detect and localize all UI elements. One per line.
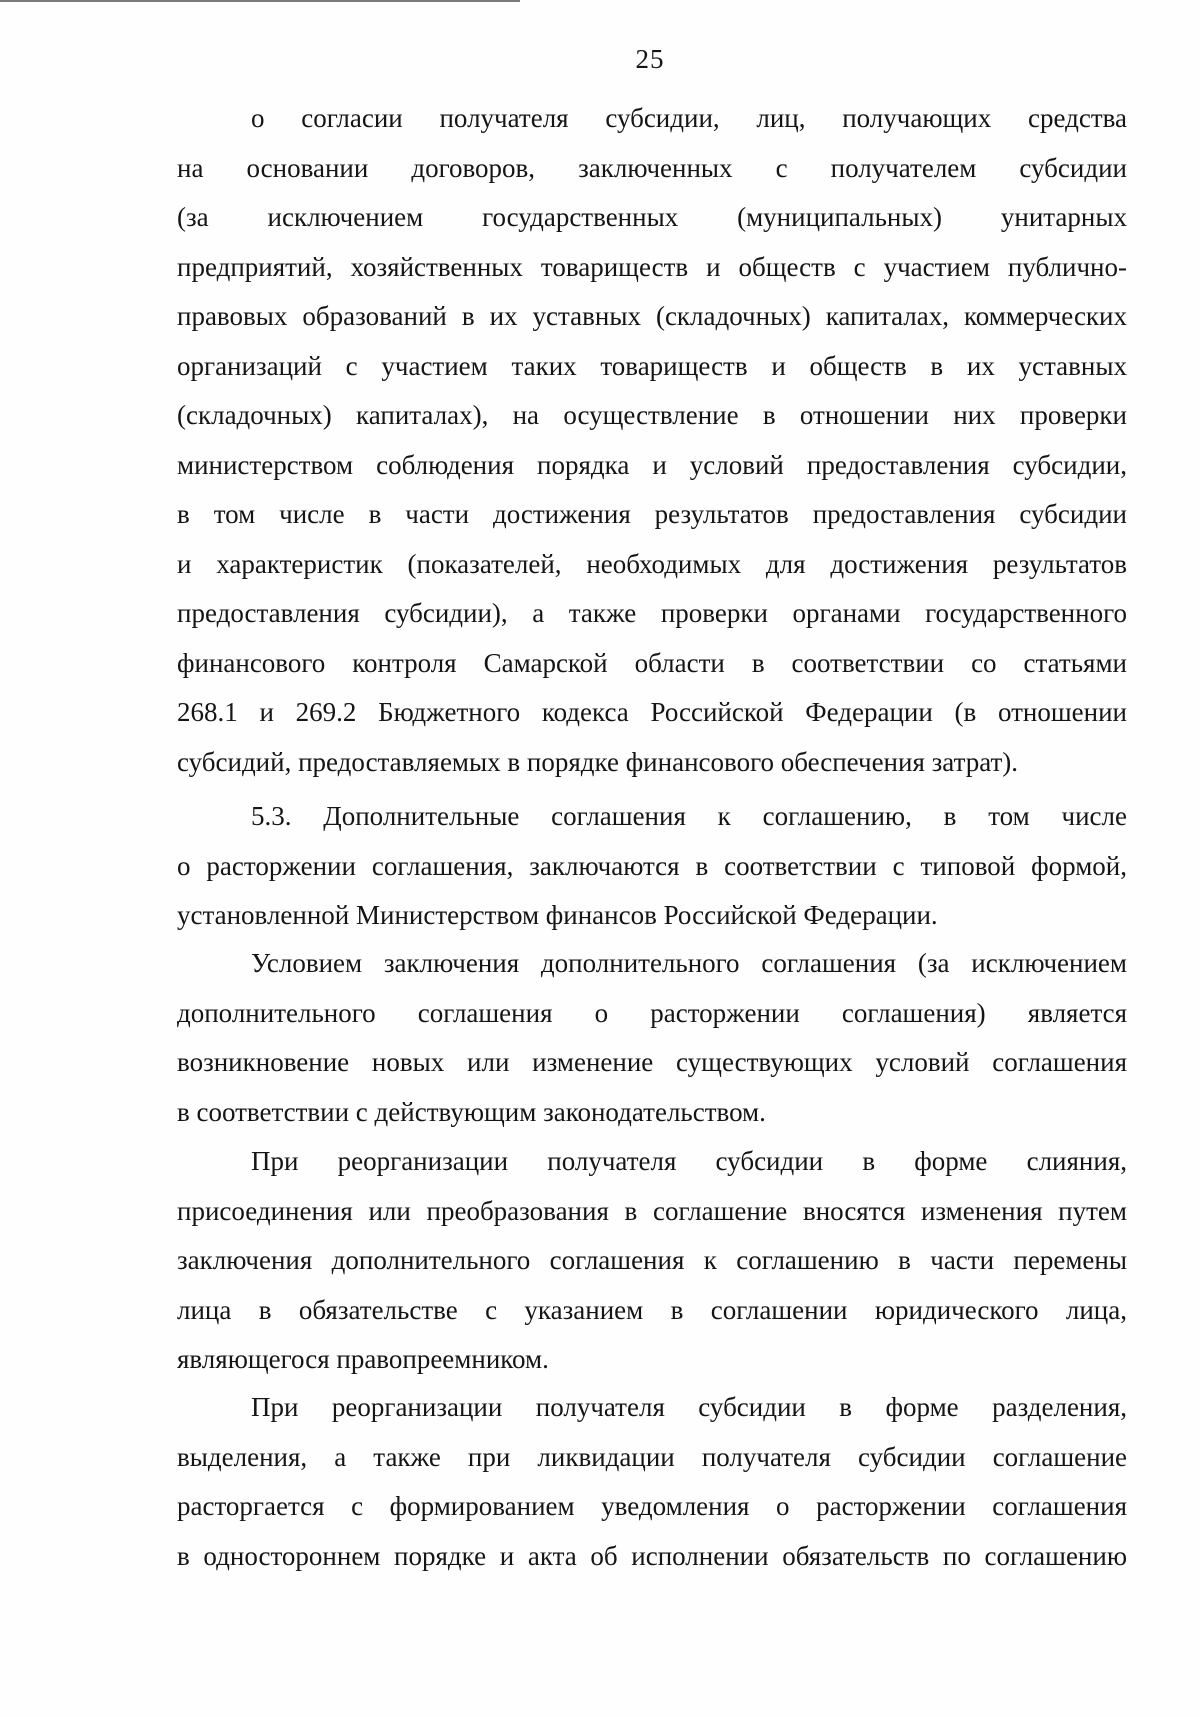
text-line: (складочных) капиталах), на осуществление в отношении них проверки: [177, 400, 1127, 430]
paragraph-5: [177, 1383, 1127, 1581]
text-line: возникновение новых или изменение существующих условий соглашения: [177, 1047, 1127, 1077]
text-line: При реорганизации получателя субсидии в форме слияния,: [251, 1146, 1127, 1176]
text-line: расторгается с формированием уведомления о расторжении соглашения: [177, 1491, 1127, 1521]
text-line: правовых образований в их уставных (складочных) капиталах, коммерческих: [177, 301, 1127, 331]
page-number: 25: [635, 44, 665, 74]
text-line: установленной Министерством финансов Российской Федерации.: [177, 900, 938, 930]
text-line: о согласии получателя субсидии, лиц, получающих средства: [251, 103, 1127, 133]
text-line: финансового контроля Самарской области в соответствии со статьями: [177, 647, 1127, 678]
text-line: являющегося правопреемником.: [177, 1344, 549, 1374]
paragraph-4: [177, 1137, 1127, 1385]
text-line: министерством соблюдения порядка и условий предоставления субсидии,: [177, 449, 1127, 480]
text-line: в том числе в части достижения результатов предоставления субсидии: [177, 499, 1127, 529]
text-line: дополнительного соглашения о расторжении соглашения) является: [177, 997, 1127, 1028]
text-line: выделения, а также при ликвидации получателя субсидии соглашение: [177, 1441, 1127, 1472]
paragraph-5-3: [177, 792, 1127, 941]
text-line: в одностороннем порядке и акта об исполнении обязательств по соглашению: [177, 1540, 1127, 1571]
text-line: 5.3. Дополнительные соглашения к соглашению, в том числе: [251, 801, 1127, 831]
text-line: (за исключением государственных (муниципальных) унитарных: [177, 202, 1127, 232]
paragraph-1: [177, 94, 1127, 787]
text-line: При реорганизации получателя субсидии в форме разделения,: [251, 1392, 1127, 1422]
text-line: 268.1 и 269.2 Бюджетного кодекса Российской Федерации (в отношении: [177, 697, 1127, 727]
paragraph-3: [177, 939, 1127, 1137]
text-line: на основании договоров, заключенных с получателем субсидии: [177, 152, 1127, 183]
scan-edge-line: [0, 0, 520, 2]
text-line: о расторжении соглашения, заключаются в соответствии с типовой формой,: [177, 850, 1127, 881]
text-line: предоставления субсидии), а также проверки органами государственного: [177, 598, 1127, 628]
text-line: и характеристик (показателей, необходимых для достижения результатов: [177, 548, 1127, 579]
text-line: в соответствии с действующим законодательством.: [177, 1096, 766, 1127]
text-line: лица в обязательстве с указанием в соглашении юридического лица,: [177, 1294, 1127, 1325]
text-line: организаций с участием таких товариществ и обществ в их уставных: [177, 350, 1127, 381]
text-line: Условием заключения дополнительного соглашения (за исключением: [251, 948, 1127, 978]
text-line: присоединения или преобразования в соглашение вносятся изменения путем: [177, 1195, 1127, 1226]
text-line: заключения дополнительного соглашения к соглашению в части перемены: [177, 1245, 1127, 1275]
text-line: субсидий, предоставляемых в порядке финансового обеспечения затрат).: [177, 746, 1019, 777]
text-line: предприятий, хозяйственных товариществ и обществ с участием публично-: [177, 251, 1127, 282]
